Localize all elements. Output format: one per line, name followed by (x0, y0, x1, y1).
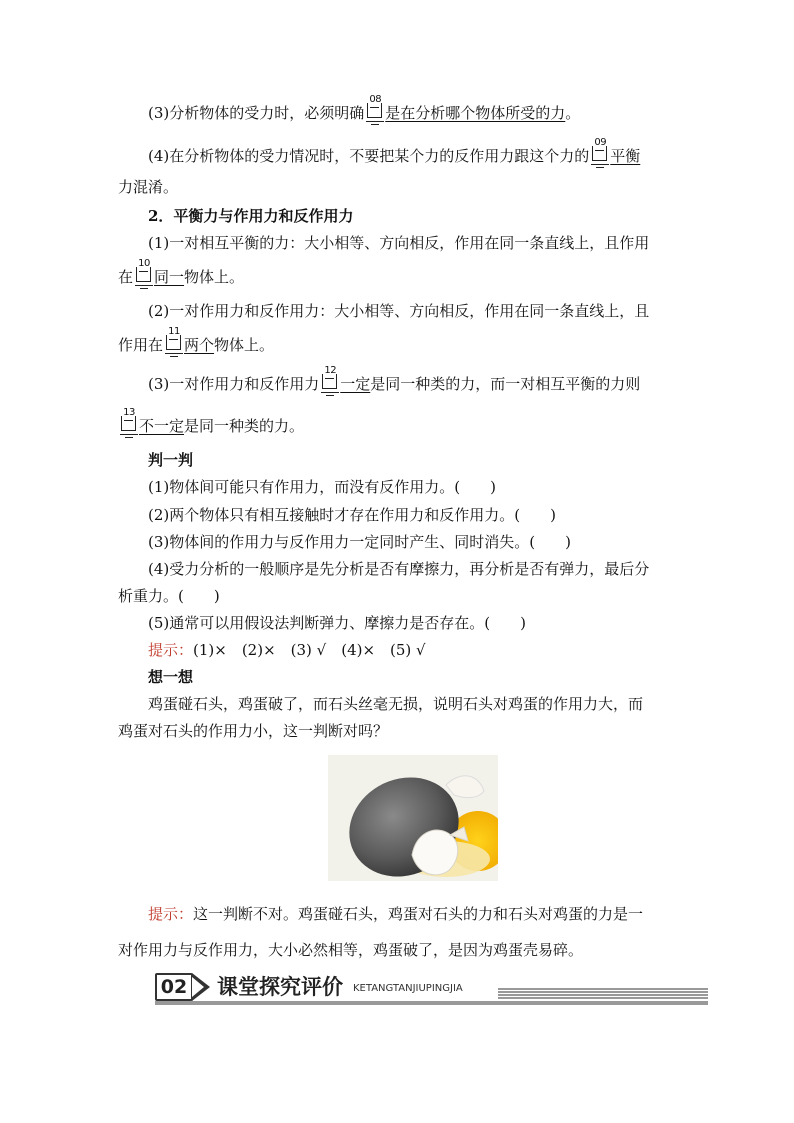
text: (4)在分析物体的受力情况时，不要把某个力的反作用力跟这个力的 (148, 147, 590, 165)
think-question-line-1: 鸡蛋碰石头，鸡蛋破了，而石头丝毫无损，说明石头对鸡蛋的作用力大，而 (148, 695, 644, 713)
banner-underline (155, 1001, 708, 1005)
answer-text: 两个 (184, 336, 215, 354)
judge-text: (5)通常可以用假设法判断弹力、摩擦力是否存在。( (148, 614, 491, 632)
hint-label: 提示： (148, 641, 194, 659)
text: 作用在 (118, 336, 164, 354)
banner-rule (498, 987, 708, 999)
paragraph-4 (148, 137, 641, 166)
blank-marker (165, 326, 183, 353)
judge-item-4-cont (118, 586, 220, 606)
judge-item-4: (4)受力分析的一般顺序是先分析是否有摩擦力，再分析是否有弹力，最后分 (148, 560, 650, 578)
blank-marker (135, 258, 153, 285)
paragraph-2-2: (2)一对作用力和反作用力：大小相等、方向相反，作用在同一条直线上，且 (148, 302, 650, 320)
judge-hint (148, 640, 426, 660)
blank-number: 11 (168, 326, 180, 337)
section-title: 课堂探究评价 (217, 975, 343, 999)
think-question-line-2: 鸡蛋对石头的作用力小，这一判断对吗？ (118, 722, 389, 740)
blank-marker (321, 365, 339, 392)
answer-text: 一定 (340, 375, 371, 393)
blank-number: 08 (369, 94, 382, 105)
paren-close: ) (565, 533, 571, 551)
think-heading: 想一想 (148, 668, 194, 686)
text: 是同一种类的力，而一对相互平衡的力则 (370, 375, 641, 393)
judge-heading: 判一判 (148, 451, 194, 469)
text: 物体上。 (214, 336, 275, 354)
paragraph-2-3-cont (118, 407, 305, 436)
section-number-badge: 02 (155, 973, 193, 1001)
blank-marker (591, 137, 609, 164)
section-banner (155, 973, 708, 1003)
judge-item-1 (148, 477, 496, 497)
section-heading: 2．平衡力与作用力和反作用力 (148, 207, 354, 225)
judge-text: 析重力。( (118, 587, 184, 605)
blank-marker (120, 407, 138, 434)
paren-close: ) (550, 506, 556, 524)
answer-text: 是在分析哪个物体所受的力 (385, 104, 566, 122)
blank-number: 13 (123, 407, 135, 418)
judge-item-3 (148, 532, 571, 552)
egg-stone-photo (328, 755, 498, 881)
answer-text: 平衡 (610, 147, 641, 165)
text: 是同一种类的力。 (184, 417, 305, 435)
paragraph-3 (148, 94, 581, 123)
text: (3)一对作用力和反作用力 (148, 375, 320, 393)
hint-text: 这一判断不对。鸡蛋碰石头，鸡蛋对石头的力和石头对鸡蛋的力是一 (193, 905, 644, 923)
paren-close: ) (520, 614, 526, 632)
judge-text: (2)两个物体只有相互接触时才存在作用力和反作用力。( (148, 506, 521, 524)
paren-close: ) (213, 587, 220, 605)
text: (3)分析物体的受力时，必须明确 (148, 104, 365, 122)
paragraph-2-2-cont (118, 326, 275, 355)
answer-text: 不一定 (139, 417, 185, 435)
hint-answers: (1)× (2)× (3) √ (4)× (5) √ (193, 641, 426, 659)
section-pinyin: KETANGTANJIUPINGJIA (353, 983, 463, 994)
paragraph-2-3 (148, 365, 641, 394)
think-hint-line-2: 对作用力与反作用力，大小必然相等，鸡蛋破了，是因为鸡蛋壳易碎。 (118, 941, 584, 959)
blank-number: 09 (594, 137, 607, 148)
judge-item-5 (148, 613, 526, 633)
blank-marker (366, 94, 384, 121)
answer-text: 同一 (154, 268, 185, 286)
judge-text: (1)物体间可能只有作用力，而没有反作用力。( (148, 478, 461, 496)
paragraph-2-1: (1)一对相互平衡的力：大小相等、方向相反，作用在同一条直线上，且作用 (148, 234, 650, 252)
blank-number: 12 (324, 365, 337, 376)
paragraph-2-1-cont (118, 258, 245, 287)
blank-number: 10 (138, 258, 150, 269)
text: 在 (118, 268, 134, 286)
egg-stone-illustration (328, 755, 498, 881)
paragraph-4-cont: 力混淆。 (118, 178, 179, 196)
hint-label: 提示： (148, 905, 194, 923)
think-hint-line-1 (148, 904, 643, 924)
banner-arrow-icon (192, 973, 218, 1003)
text: 物体上。 (184, 268, 245, 286)
paren-close: ) (490, 478, 496, 496)
judge-item-2 (148, 505, 556, 525)
text: 。 (565, 104, 581, 122)
judge-text: (3)物体间的作用力与反作用力一定同时产生、同时消失。( (148, 533, 536, 551)
